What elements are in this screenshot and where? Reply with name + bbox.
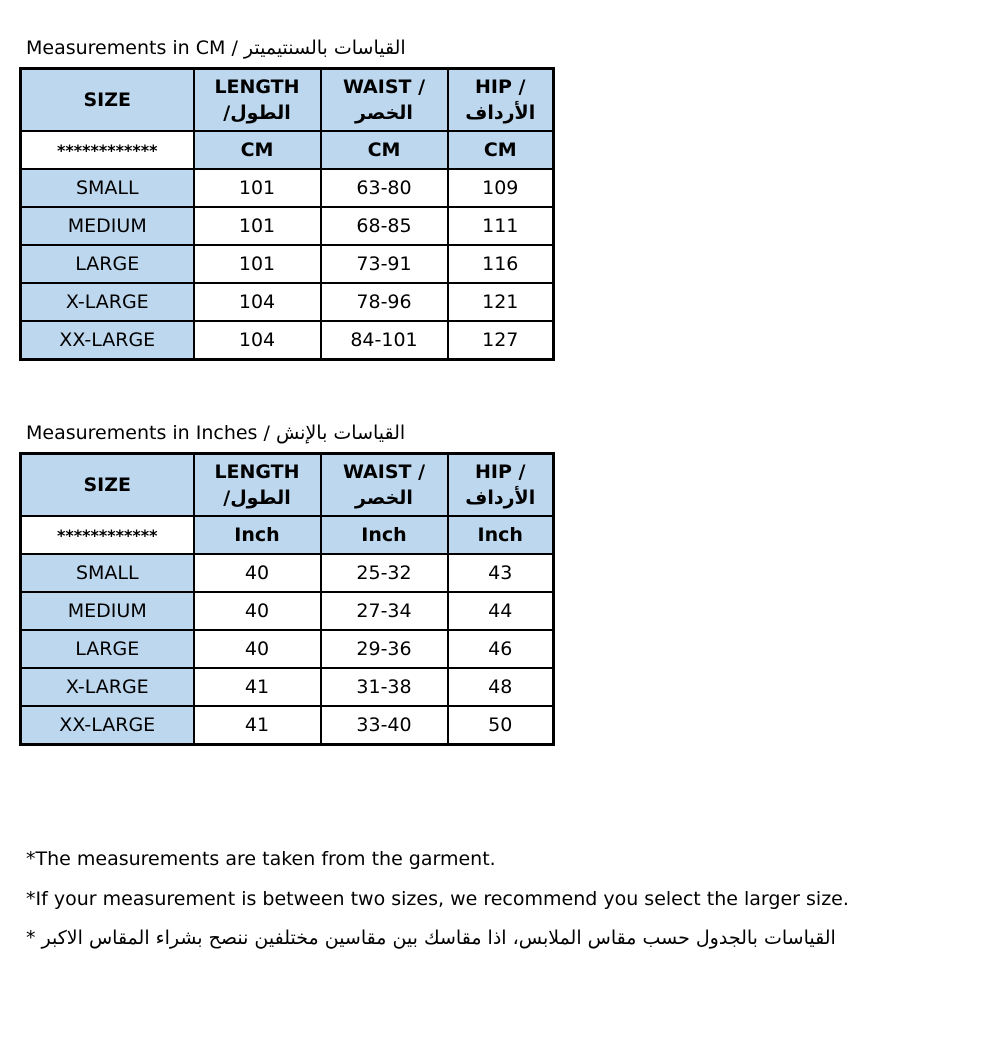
table-row xyxy=(21,592,554,630)
note-garment-measurement: *The measurements are taken from the garment. xyxy=(26,848,496,870)
cm-unit-row xyxy=(21,131,554,169)
waist-cell: 68-85 xyxy=(321,207,448,245)
table-row xyxy=(21,321,554,360)
table-row xyxy=(21,706,554,745)
hip-header xyxy=(448,69,554,132)
table-row xyxy=(21,554,554,592)
hip-header-english: HIP / xyxy=(475,461,526,483)
table-row xyxy=(21,630,554,668)
waist-cell: 73-91 xyxy=(321,245,448,283)
size-cell: XX-LARGE xyxy=(21,321,194,360)
waist-cell: 25-32 xyxy=(321,554,448,592)
length-cell: 40 xyxy=(194,592,321,630)
stars-cell: ************ xyxy=(21,131,194,169)
hip-cell: 109 xyxy=(448,169,554,207)
length-header xyxy=(194,454,321,517)
inch-size-table xyxy=(19,452,555,746)
length-header xyxy=(194,69,321,132)
size-header: SIZE xyxy=(21,454,194,517)
length-cell: 101 xyxy=(194,207,321,245)
length-cell: 104 xyxy=(194,283,321,321)
hip-header-english: HIP / xyxy=(475,76,526,98)
cm-caption-arabic: القياسات بالسنتيميتر xyxy=(243,37,406,59)
stars-cell: ************ xyxy=(21,516,194,554)
length-cell: 104 xyxy=(194,321,321,360)
waist-header-arabic: الخصر xyxy=(355,487,413,509)
waist-cell: 33-40 xyxy=(321,706,448,745)
length-cell: 40 xyxy=(194,554,321,592)
hip-header-arabic: الأرداف xyxy=(465,487,536,509)
hip-cell: 121 xyxy=(448,283,554,321)
waist-unit: Inch xyxy=(321,516,448,554)
size-cell: MEDIUM xyxy=(21,207,194,245)
length-header-english: LENGTH xyxy=(214,461,300,483)
cm-caption-english: Measurements in CM / xyxy=(26,37,238,59)
size-cell: SMALL xyxy=(21,554,194,592)
hip-header-arabic: الأرداف xyxy=(465,102,536,124)
hip-header xyxy=(448,454,554,517)
size-cell: LARGE xyxy=(21,245,194,283)
size-cell: MEDIUM xyxy=(21,592,194,630)
hip-cell: 46 xyxy=(448,630,554,668)
inch-unit-row xyxy=(21,516,554,554)
hip-cell: 116 xyxy=(448,245,554,283)
length-unit: CM xyxy=(194,131,321,169)
hip-cell: 50 xyxy=(448,706,554,745)
waist-cell: 63-80 xyxy=(321,169,448,207)
hip-cell: 48 xyxy=(448,668,554,706)
length-header-english: LENGTH xyxy=(214,76,300,98)
hip-unit: CM xyxy=(448,131,554,169)
hip-cell: 44 xyxy=(448,592,554,630)
waist-unit: CM xyxy=(321,131,448,169)
hip-cell: 111 xyxy=(448,207,554,245)
size-cell: LARGE xyxy=(21,630,194,668)
hip-cell: 43 xyxy=(448,554,554,592)
waist-header xyxy=(321,69,448,132)
length-cell: 101 xyxy=(194,169,321,207)
table-row xyxy=(21,207,554,245)
waist-cell: 29-36 xyxy=(321,630,448,668)
size-cell: X-LARGE xyxy=(21,283,194,321)
length-header-arabic: الطول/ xyxy=(223,487,291,509)
inch-caption-english: Measurements in Inches / xyxy=(26,422,270,444)
length-header-arabic: الطول/ xyxy=(223,102,291,124)
waist-cell: 31-38 xyxy=(321,668,448,706)
hip-unit: Inch xyxy=(448,516,554,554)
note-size-recommendation: *If your measurement is between two sizes, we recommend you select the larger size. xyxy=(26,888,849,910)
table-row xyxy=(21,169,554,207)
waist-cell: 84-101 xyxy=(321,321,448,360)
cm-table-caption xyxy=(26,36,406,60)
size-cell: X-LARGE xyxy=(21,668,194,706)
waist-header-english: WAIST / xyxy=(342,76,426,98)
length-unit: Inch xyxy=(194,516,321,554)
size-header: SIZE xyxy=(21,69,194,132)
table-row xyxy=(21,668,554,706)
table-row xyxy=(21,245,554,283)
waist-cell: 78-96 xyxy=(321,283,448,321)
waist-header-arabic: الخصر xyxy=(355,102,413,124)
cm-header-row xyxy=(21,69,554,132)
waist-header xyxy=(321,454,448,517)
table-row xyxy=(21,283,554,321)
length-cell: 101 xyxy=(194,245,321,283)
size-cell: XX-LARGE xyxy=(21,706,194,745)
length-cell: 41 xyxy=(194,668,321,706)
length-cell: 41 xyxy=(194,706,321,745)
note-arabic-recommendation: القياسات بالجدول حسب مقاس الملابس، اذا مقاسك بين مقاسين مختلفين ننصح بشراء المقاس الاكبر * xyxy=(26,927,836,949)
inch-header-row xyxy=(21,454,554,517)
length-cell: 40 xyxy=(194,630,321,668)
inch-caption-arabic: القياسات بالإنش xyxy=(275,422,406,444)
hip-cell: 127 xyxy=(448,321,554,360)
size-cell: SMALL xyxy=(21,169,194,207)
inch-table-caption xyxy=(26,421,405,445)
cm-size-table xyxy=(19,67,555,361)
waist-header-english: WAIST / xyxy=(342,461,426,483)
waist-cell: 27-34 xyxy=(321,592,448,630)
